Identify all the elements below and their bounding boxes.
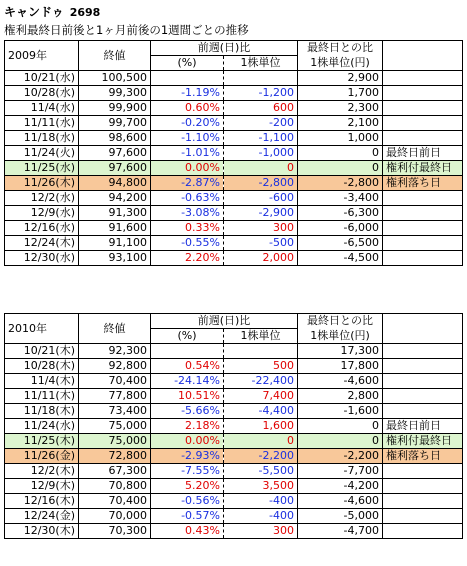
date-cell: 10/28(木) xyxy=(5,359,79,374)
date-cell: 12/9(木) xyxy=(5,479,79,494)
percent-change-cell: 0.00% xyxy=(151,161,224,176)
table-row xyxy=(5,221,463,236)
vs-last-day-cell: 1,000 xyxy=(298,131,383,146)
table-row xyxy=(5,131,463,146)
vs-last-day-cell: -7,700 xyxy=(298,464,383,479)
note-cell xyxy=(383,131,463,146)
note-cell xyxy=(383,344,463,359)
vs-last-day-cell: 2,300 xyxy=(298,101,383,116)
per-share-change-cell: 300 xyxy=(224,221,298,236)
price-cell: 94,800 xyxy=(79,176,151,191)
per-share-change-cell: 0 xyxy=(224,434,298,449)
vs-last-day-header: 最終日との比 xyxy=(298,314,383,329)
per-share-header: 1株単位 xyxy=(224,329,298,344)
percent-change-cell: -7.55% xyxy=(151,464,224,479)
table-row xyxy=(5,479,463,494)
table-row xyxy=(5,359,463,374)
note-cell xyxy=(383,86,463,101)
vs-last-day-cell: 0 xyxy=(298,146,383,161)
per-share-change-cell: 2,000 xyxy=(224,251,298,266)
note-cell: 権利付最終日 xyxy=(383,434,463,449)
year-label: 2010年 xyxy=(5,314,79,344)
percent-change-cell: 0.60% xyxy=(151,101,224,116)
percent-change-cell: -2.87% xyxy=(151,176,224,191)
vs-last-day-cell: -3,400 xyxy=(298,191,383,206)
date-cell: 11/26(金) xyxy=(5,449,79,464)
price-cell: 70,000 xyxy=(79,509,151,524)
price-cell: 91,100 xyxy=(79,236,151,251)
date-cell: 12/16(木) xyxy=(5,494,79,509)
table-2010 xyxy=(4,313,463,539)
percent-change-cell: -0.57% xyxy=(151,509,224,524)
table-row xyxy=(5,464,463,479)
percent-change-cell: -24.14% xyxy=(151,374,224,389)
price-cell: 100,500 xyxy=(79,71,151,86)
company-name: キャンドゥ xyxy=(4,5,64,19)
per-share-change-cell: -600 xyxy=(224,191,298,206)
date-cell: 12/16(水) xyxy=(5,221,79,236)
date-cell: 10/21(水) xyxy=(5,71,79,86)
date-cell: 11/25(木) xyxy=(5,434,79,449)
table-row xyxy=(5,101,463,116)
vs-last-day-cell: -4,500 xyxy=(298,251,383,266)
date-cell: 11/11(木) xyxy=(5,389,79,404)
per-share-yen-header: 1株単位(円) xyxy=(298,56,383,71)
price-cell: 97,600 xyxy=(79,161,151,176)
per-share-yen-header: 1株単位(円) xyxy=(298,329,383,344)
table-header-row xyxy=(5,314,463,329)
percent-change-cell: -5.66% xyxy=(151,404,224,419)
date-cell: 12/2(木) xyxy=(5,464,79,479)
vs-last-day-cell: -4,200 xyxy=(298,479,383,494)
price-cell: 93,100 xyxy=(79,251,151,266)
per-share-header: 1株単位 xyxy=(224,56,298,71)
per-share-change-cell: -1,200 xyxy=(224,86,298,101)
date-cell: 10/21(木) xyxy=(5,344,79,359)
table-row xyxy=(5,494,463,509)
date-cell: 12/9(水) xyxy=(5,206,79,221)
vs-last-day-cell: 0 xyxy=(298,419,383,434)
price-cell: 73,400 xyxy=(79,404,151,419)
date-cell: 12/24(木) xyxy=(5,236,79,251)
per-share-change-cell: -400 xyxy=(224,509,298,524)
percent-change-cell: 10.51% xyxy=(151,389,224,404)
per-share-change-cell: 7,400 xyxy=(224,389,298,404)
date-cell: 12/2(水) xyxy=(5,191,79,206)
table-body xyxy=(5,71,463,266)
note-cell xyxy=(383,374,463,389)
price-cell: 99,900 xyxy=(79,101,151,116)
note-cell: 最終日前日 xyxy=(383,419,463,434)
price-cell: 94,200 xyxy=(79,191,151,206)
percent-change-cell: -0.20% xyxy=(151,116,224,131)
year-label: 2009年 xyxy=(5,41,79,71)
percent-change-cell: 5.20% xyxy=(151,479,224,494)
note-cell xyxy=(383,206,463,221)
per-share-change-cell: -2,800 xyxy=(224,176,298,191)
vs-last-day-cell: 2,900 xyxy=(298,71,383,86)
per-share-change-cell: 3,500 xyxy=(224,479,298,494)
per-share-change-cell: -1,000 xyxy=(224,146,298,161)
price-cell: 91,600 xyxy=(79,221,151,236)
date-cell: 12/24(金) xyxy=(5,509,79,524)
per-share-change-cell: -5,500 xyxy=(224,464,298,479)
price-cell: 92,800 xyxy=(79,359,151,374)
vs-last-day-cell: 2,100 xyxy=(298,116,383,131)
percent-change-cell: -2.93% xyxy=(151,449,224,464)
percent-change-cell: 0.33% xyxy=(151,221,224,236)
date-cell: 11/18(水) xyxy=(5,131,79,146)
table-row xyxy=(5,86,463,101)
per-share-change-cell xyxy=(224,71,298,86)
price-cell: 99,700 xyxy=(79,116,151,131)
note-header xyxy=(383,41,463,71)
percent-change-cell: 0.43% xyxy=(151,524,224,539)
percent-change-cell: 0.54% xyxy=(151,359,224,374)
per-share-change-cell: -2,200 xyxy=(224,449,298,464)
price-cell: 70,400 xyxy=(79,494,151,509)
table-row xyxy=(5,419,463,434)
percent-change-cell: -1.10% xyxy=(151,131,224,146)
vs-last-day-cell: -2,800 xyxy=(298,176,383,191)
note-cell xyxy=(383,404,463,419)
per-share-change-cell: 1,600 xyxy=(224,419,298,434)
date-cell: 11/18(木) xyxy=(5,404,79,419)
price-cell: 75,000 xyxy=(79,434,151,449)
table-row xyxy=(5,404,463,419)
per-share-change-cell xyxy=(224,344,298,359)
stock-code: 2698 xyxy=(69,6,101,19)
note-cell xyxy=(383,524,463,539)
percent-change-cell: -1.01% xyxy=(151,146,224,161)
page-title xyxy=(4,4,100,21)
per-share-change-cell: -4,400 xyxy=(224,404,298,419)
per-share-change-cell: 0 xyxy=(224,161,298,176)
vs-last-day-header: 最終日との比 xyxy=(298,41,383,56)
vs-last-day-cell: 2,800 xyxy=(298,389,383,404)
page-subtitle: 権利最終日前後と1ヶ月前後の1週間ごとの推移 xyxy=(4,23,249,37)
percent-change-cell: 0.00% xyxy=(151,434,224,449)
table-row xyxy=(5,449,463,464)
note-cell xyxy=(383,464,463,479)
per-share-change-cell: -200 xyxy=(224,116,298,131)
table-row xyxy=(5,524,463,539)
table-body xyxy=(5,344,463,539)
percent-change-cell: -0.55% xyxy=(151,236,224,251)
table-header-row xyxy=(5,41,463,56)
vs-last-day-cell: -2,200 xyxy=(298,449,383,464)
price-cell: 70,300 xyxy=(79,524,151,539)
vs-last-day-cell: -4,700 xyxy=(298,524,383,539)
table-row xyxy=(5,176,463,191)
note-cell xyxy=(383,221,463,236)
per-share-change-cell: 500 xyxy=(224,359,298,374)
note-cell xyxy=(383,251,463,266)
date-cell: 11/24(水) xyxy=(5,419,79,434)
date-cell: 11/24(火) xyxy=(5,146,79,161)
note-cell xyxy=(383,191,463,206)
date-cell: 11/11(水) xyxy=(5,116,79,131)
table-row xyxy=(5,374,463,389)
vs-last-day-cell: 17,300 xyxy=(298,344,383,359)
price-cell: 77,800 xyxy=(79,389,151,404)
date-cell: 11/25(水) xyxy=(5,161,79,176)
per-share-change-cell: -1,100 xyxy=(224,131,298,146)
table-row xyxy=(5,434,463,449)
note-cell xyxy=(383,494,463,509)
vs-last-day-cell: -6,300 xyxy=(298,206,383,221)
note-cell: 権利落ち日 xyxy=(383,176,463,191)
price-cell: 98,600 xyxy=(79,131,151,146)
price-cell: 91,300 xyxy=(79,206,151,221)
date-cell: 11/4(木) xyxy=(5,374,79,389)
price-header: 終値 xyxy=(79,314,151,344)
note-cell xyxy=(383,479,463,494)
note-cell xyxy=(383,236,463,251)
table-row xyxy=(5,146,463,161)
table-row xyxy=(5,71,463,86)
percent-change-cell: -1.19% xyxy=(151,86,224,101)
table-row xyxy=(5,509,463,524)
percent-change-cell: -0.56% xyxy=(151,494,224,509)
date-cell: 12/30(水) xyxy=(5,251,79,266)
percent-change-cell xyxy=(151,344,224,359)
date-cell: 11/4(水) xyxy=(5,101,79,116)
per-share-change-cell: -400 xyxy=(224,494,298,509)
table-row xyxy=(5,116,463,131)
note-cell xyxy=(383,509,463,524)
percent-change-cell: 2.18% xyxy=(151,419,224,434)
table-row xyxy=(5,389,463,404)
percent-change-cell: -0.63% xyxy=(151,191,224,206)
price-header: 終値 xyxy=(79,41,151,71)
vs-last-day-cell: 17,800 xyxy=(298,359,383,374)
vs-last-day-cell: -5,000 xyxy=(298,509,383,524)
weekly-change-header: 前週(日)比 xyxy=(151,41,298,56)
price-cell: 92,300 xyxy=(79,344,151,359)
table-row xyxy=(5,161,463,176)
vs-last-day-cell: -4,600 xyxy=(298,494,383,509)
percent-header: (%) xyxy=(151,329,224,344)
price-cell: 67,300 xyxy=(79,464,151,479)
date-cell: 10/28(水) xyxy=(5,86,79,101)
table-row xyxy=(5,236,463,251)
price-cell: 72,800 xyxy=(79,449,151,464)
table-row xyxy=(5,206,463,221)
percent-change-cell xyxy=(151,71,224,86)
percent-header: (%) xyxy=(151,56,224,71)
vs-last-day-cell: -6,500 xyxy=(298,236,383,251)
price-cell: 70,800 xyxy=(79,479,151,494)
note-cell: 権利落ち日 xyxy=(383,449,463,464)
price-cell: 70,400 xyxy=(79,374,151,389)
price-cell: 97,600 xyxy=(79,146,151,161)
per-share-change-cell: 600 xyxy=(224,101,298,116)
table-row xyxy=(5,191,463,206)
vs-last-day-cell: -4,600 xyxy=(298,374,383,389)
vs-last-day-cell: 0 xyxy=(298,161,383,176)
table-2009 xyxy=(4,40,463,266)
date-cell: 11/26(木) xyxy=(5,176,79,191)
vs-last-day-cell: 1,700 xyxy=(298,86,383,101)
percent-change-cell: 2.20% xyxy=(151,251,224,266)
table-row xyxy=(5,344,463,359)
vs-last-day-cell: -6,000 xyxy=(298,221,383,236)
vs-last-day-cell: -1,600 xyxy=(298,404,383,419)
note-header xyxy=(383,314,463,344)
per-share-change-cell: -500 xyxy=(224,236,298,251)
note-cell xyxy=(383,101,463,116)
note-cell xyxy=(383,359,463,374)
price-cell: 75,000 xyxy=(79,419,151,434)
weekly-change-header: 前週(日)比 xyxy=(151,314,298,329)
price-cell: 99,300 xyxy=(79,86,151,101)
date-cell: 12/30(木) xyxy=(5,524,79,539)
percent-change-cell: -3.08% xyxy=(151,206,224,221)
per-share-change-cell: -22,400 xyxy=(224,374,298,389)
note-cell xyxy=(383,116,463,131)
note-cell xyxy=(383,389,463,404)
note-cell: 最終日前日 xyxy=(383,146,463,161)
table-row xyxy=(5,251,463,266)
per-share-change-cell: 300 xyxy=(224,524,298,539)
vs-last-day-cell: 0 xyxy=(298,434,383,449)
per-share-change-cell: -2,900 xyxy=(224,206,298,221)
note-cell xyxy=(383,71,463,86)
note-cell: 権利付最終日 xyxy=(383,161,463,176)
